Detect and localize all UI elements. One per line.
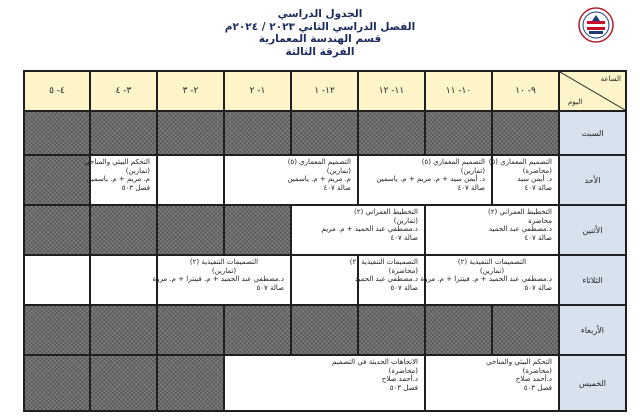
session-mon-urban-tut — [291, 205, 425, 255]
session-instructor: م. مريم + م. ياسمين — [287, 175, 351, 184]
empty-slot — [425, 111, 492, 155]
corner-cell — [559, 71, 626, 111]
session-sun-design-lecture — [488, 155, 559, 205]
time-slot-1: ٩- ١٠ — [492, 71, 559, 111]
session-title: التصميمات التنفيذية (٢) — [457, 258, 527, 266]
session-room: صالة ٤٠٧ — [390, 233, 418, 242]
time-slot-7: ٣- ٤ — [90, 71, 157, 111]
session-type: (محاضرة) — [522, 366, 552, 375]
empty-slot — [157, 205, 224, 255]
session-room: فصل ٥٠٣ — [389, 383, 418, 392]
session-tue-exec-2 — [152, 255, 291, 305]
empty-slot — [291, 305, 358, 355]
session-type: محاضرة — [528, 216, 552, 225]
session-instructor: د.مصطفي عبد الحميد — [354, 275, 418, 284]
time-slot-2: ١٠- ١١ — [425, 71, 492, 111]
time-header-row — [24, 71, 626, 111]
empty-slot — [425, 305, 492, 355]
free-slot — [291, 255, 358, 305]
session-instructor: د.أحمد صلاح — [381, 375, 418, 384]
empty-slot — [90, 205, 157, 255]
session-type: (تمارين) — [326, 166, 351, 175]
session-sun-env-control — [84, 155, 157, 205]
session-thu-env-control — [425, 355, 559, 411]
session-title: الاتجاهات الحديثة في التصميم — [332, 358, 418, 366]
university-logo — [578, 7, 614, 43]
session-mon-urban-lecture — [425, 205, 559, 255]
session-type: (محاضرة) — [388, 266, 418, 275]
session-instructor: د.مصطفي عبد الحميد + م. فينترا + م. مروة — [420, 275, 552, 284]
row-sunday — [24, 155, 626, 205]
empty-slot — [224, 111, 291, 155]
session-tue-exec-1 — [420, 255, 559, 305]
session-instructor: د.مصطفي عبد الحميد — [488, 225, 552, 234]
time-slot-4: ١٢- ١ — [291, 71, 358, 111]
title-line-level: الفرقة الثالثة — [285, 45, 355, 58]
empty-slot — [492, 305, 559, 355]
empty-slot — [24, 355, 90, 411]
session-instructor: م. مريم + م. ياسمين — [86, 175, 150, 184]
empty-slot — [90, 305, 157, 355]
empty-slot — [224, 305, 291, 355]
session-title: التصميمات التنفيذية (٢) — [349, 258, 418, 266]
session-type: (تمارين) — [460, 166, 485, 175]
session-room: فصل ٥٠٣ — [121, 183, 150, 192]
session-title: التخطيط العمراني (٢) — [488, 208, 552, 216]
session-title: التصميمات التنفيذية (٢) — [189, 258, 259, 266]
empty-slot — [157, 355, 224, 411]
row-thursday — [24, 355, 626, 411]
session-room: صالة ٥٠٧ — [524, 283, 552, 292]
session-title: التخطيط العمراني (٢) — [354, 208, 418, 216]
session-title: التصميم المعماري (٥) — [488, 158, 552, 166]
time-slot-8: ٤- ٥ — [24, 71, 90, 111]
time-slot-5: ١- ٢ — [224, 71, 291, 111]
empty-slot — [24, 111, 90, 155]
session-sun-design-tut-2 — [224, 155, 358, 205]
session-room: فصل ٥٠٣ — [523, 383, 552, 392]
session-instructor: د.مصطفي عبد الحميد + م. مريم — [321, 225, 418, 234]
row-tuesday — [24, 255, 626, 305]
page-header — [0, 0, 640, 68]
day-thursday: الخميس — [559, 355, 626, 411]
session-room: صالة ٥٠٧ — [256, 283, 284, 292]
session-type: (محاضرة) — [388, 366, 418, 375]
row-saturday — [24, 111, 626, 155]
session-instructor: د.مصطفي عبد الحميد + م. فينترا + م. مروة — [152, 275, 284, 284]
session-room: صالة ٥٠٧ — [390, 283, 418, 292]
time-slot-3: ١١- ١٢ — [358, 71, 425, 111]
title-line-semester: الفصل الدراسي الثاني ٢٠٢٣ / ٢٠٢٤م — [224, 20, 416, 33]
session-type: (محاضرة) — [522, 166, 552, 175]
day-saturday: السبت — [559, 111, 626, 155]
empty-slot — [157, 305, 224, 355]
session-title: التحكم البيئي والمناخي — [84, 158, 150, 166]
row-monday — [24, 205, 626, 255]
day-monday: الأثنين — [559, 205, 626, 255]
row-wednesday — [24, 305, 626, 355]
time-axis-label: الساعة — [600, 75, 621, 83]
session-room: صالة ٤٠٧ — [524, 233, 552, 242]
day-tuesday: الثلاثاء — [559, 255, 626, 305]
session-sun-design-tut-1 — [358, 155, 492, 205]
title-line-schedule: الجدول الدراسي — [277, 8, 363, 20]
day-sunday: الأحد — [559, 155, 626, 205]
day-axis-label: اليوم — [568, 98, 583, 106]
session-type: (تمارين) — [479, 266, 505, 275]
session-title: التصميم المعماري (٥) — [287, 158, 351, 166]
session-room: صالة ٤٠٧ — [457, 183, 485, 192]
empty-slot — [358, 111, 425, 155]
session-tue-exec-lecture — [349, 255, 425, 305]
schedule-titles — [0, 8, 640, 58]
free-slot — [24, 255, 90, 305]
session-room: صالة ٤٠٧ — [524, 183, 552, 192]
time-slot-6: ٢- ٣ — [157, 71, 224, 111]
empty-slot — [291, 111, 358, 155]
session-thu-modern-trends — [224, 355, 425, 411]
session-title: التصميم المعماري (٥) — [421, 158, 485, 166]
empty-slot — [24, 305, 90, 355]
schedule-table — [23, 70, 627, 412]
session-room: صالة ٤٠٧ — [323, 183, 351, 192]
empty-slot — [358, 305, 425, 355]
session-type: (تمارين) — [393, 216, 418, 225]
session-title: التحكم البيئي والمناخي — [486, 358, 552, 366]
session-instructor: د. أيمن سيد — [517, 175, 552, 184]
session-type: (تمارين) — [211, 266, 237, 275]
session-instructor: د. أيمن سيد + م. مريم + م. ياسمين — [376, 175, 485, 184]
empty-slot — [90, 111, 157, 155]
empty-slot — [492, 111, 559, 155]
title-line-department: قسم الهندسة المعمارية — [258, 33, 382, 45]
free-slot — [157, 155, 224, 205]
session-instructor: د.أحمد صلاح — [515, 375, 552, 384]
empty-slot — [224, 205, 291, 255]
free-slot — [90, 255, 157, 305]
session-type: (تمارين) — [125, 166, 150, 175]
day-wednesday: الأربعاء — [559, 305, 626, 355]
empty-slot — [24, 205, 90, 255]
empty-slot — [90, 355, 157, 411]
empty-slot — [157, 111, 224, 155]
empty-slot — [24, 155, 90, 205]
